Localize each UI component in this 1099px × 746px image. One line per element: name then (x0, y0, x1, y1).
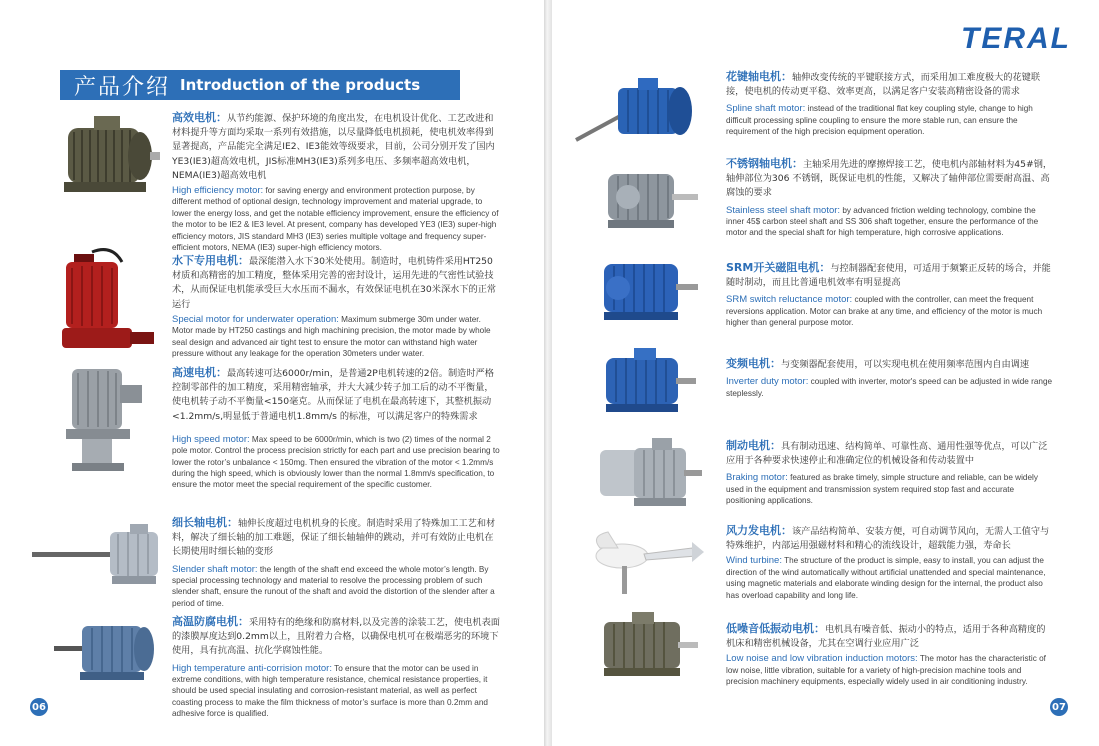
page-number-left: 06 (30, 698, 48, 716)
banner-title-zh: 产品介绍 (74, 74, 171, 100)
entry-title-zh: 不锈钢轴电机： (726, 157, 803, 170)
entry-title-zh: 高速电机： (172, 366, 227, 379)
entry-body-en: Max speed to be 6000r/min, which is two (2) times of the normal 2 pole motor. Control the process precision strictly for each part and use precision bearing to lower the rotor’s unbalance < 150mg. Then ensured the vibration of the motor < 1.2mm/s during the high speed, which is obviously lower than the normal 1.8mm/s specification, to ensure the motor meet the special requirement of the specific customer. (172, 434, 500, 490)
entry-body-en: The motor has the characteristic of low noise, little vibration, suitable for a variety of high-precision machine tools and precision machinery equipments, especially widely used in air conditioning industry. (726, 654, 1046, 687)
entry-braking (726, 439, 1054, 507)
entry-title-en: Spline shaft motor: (726, 103, 806, 115)
entry-title-en: SRM switch reluctance motor: (726, 294, 853, 306)
entry-body-en: To ensure that the motor can be used in extreme conditions, with high temperature resistance, chemical resistance properties, it should be used special insulating and corrosion-resistant material, as well as perfect coasting process to make the film thickness of motor’s surface is more than 0.2mm and adhesive force is qualified. (172, 663, 488, 719)
wind-turbine-image (592, 526, 708, 596)
entry-body-en: The structure of the product is simple, easy to install, you can adjust the direction of the wind automatically without artificial unattended and special maintenance, using magnetic materials and elaborate winding design for the internal, the product also has overload capability and long life. (726, 556, 1046, 600)
entry-title-zh: 水下专用电机： (172, 254, 249, 267)
stainless-shaft-motor-image (598, 158, 706, 238)
underwater-motor-image (52, 248, 160, 358)
anti-corrosion-motor-image (52, 616, 162, 686)
entry-title-en: High efficiency motor: (172, 185, 264, 197)
entry-title-en: Stainless steel shaft motor: (726, 204, 841, 216)
entry-title-en: High temperature anti-corrision motor: (172, 662, 332, 674)
teral-logo: TERAL (961, 22, 1071, 55)
entry-title-zh: 高效电机： (172, 111, 227, 124)
entry-body-en: coupled with inverter, motor's speed can be adjusted in wide range steplessly. (726, 377, 1053, 398)
high-efficiency-motor-image (50, 108, 162, 203)
entry-title-en: Special motor for underwater operation: (172, 313, 339, 325)
entry-body-zh: 采用特有的绝缘和防腐材料,以及完善的涂装工艺，使电机表面的漆膜厚度达到0.2mm以上，且附着力合格，以确保电机可在极端恶劣的环境下使用，具有抗高温、抗化学腐蚀性能。 (172, 617, 500, 657)
entry-body-zh: 最深能潜入水下30米处使用。制造时，电机铸件采用HT250材质和高精密的加工精度，整体采用完善的密封设计，运用先进的气密性试验技术，从而保证电机能承受巨大水压而不漏水，有效保证电机在30米深水下的正常运行 (172, 256, 497, 310)
entry-title-zh: 制动电机： (726, 439, 781, 452)
right-page (552, 0, 1099, 746)
entry-body-zh: 具有制动迅速、结构简单、可靠性高、通用性强等优点，可以广泛应用于各种要求快速停止和准确定位的机械设备和传动装置中 (726, 441, 1048, 467)
entry-body-en: instead of the traditional flat key coupling style, change to high difficult processing spline coupling to ensure the more stable run, can ensure the requirement of the high precision equipment operation. (726, 104, 1033, 137)
entry-body-en: Maximum submerge 30m under water. Motor made by HT250 castings and high machining precision, the motor made by whole seal design and advanced air tight test to ensure the motor can withstand high water pressure without any leakage for the operation 30meters under water. (172, 314, 491, 359)
entry-body-zh: 该产品结构简单、安装方便，可自动调节风向，无需人工值守与特殊维护，内部运用强磁材料和精心的流线设计，超载能力强，寿命长 (726, 526, 1050, 552)
entry-body-en: coupled with the controller, can meet the frequent reversions application. Motor can brake at any time, and efficiency of the motor is much higher than general purpose motor. (726, 295, 1043, 328)
entry-high-speed (172, 366, 502, 491)
banner-title-en: Introduction of the products (180, 76, 421, 94)
entry-srm (726, 261, 1054, 329)
low-noise-motor-image (596, 608, 708, 684)
entry-body-zh: 轴伸长度超过电机机身的长度。制造时采用了特殊加工工艺和材料，解决了细长轴的加工难题，保证了细长轴轴伸的跳动，并可有效防止电机在长期使用时细长轴的变形 (172, 518, 496, 558)
inverter-motor-image (596, 344, 706, 420)
entry-title-zh: 变频电机： (726, 357, 781, 370)
entry-title-en: Inverter duty motor: (726, 376, 809, 388)
entry-body-zh: 从节约能源、保护环境的角度出发，在电机设计优化、工艺改进和材料提升等方面均采取一系列有效措施，以尽量降低电机损耗，使电机效率得到显著提高，产品能完全满足IE2、IE3能效等级要求，目前，公司分别开发了国内YE3(IE3)超高效电机，JIS标准MH3(IE3)系列多电压、多频率超高效电机，NEMA(IE3)超高效电机 (172, 113, 495, 181)
entry-body-zh: 电机具有噪音低、振动小的特点，适用于各种高精度的机床和精密机械设备，尤其在空调行业应用广泛 (726, 624, 1046, 650)
left-page (0, 0, 544, 746)
entry-anti-corrosion (172, 615, 502, 720)
entry-title-zh: 花键轴电机： (726, 70, 792, 83)
braking-motor-image (594, 434, 706, 514)
srm-motor-image (596, 252, 706, 328)
entry-wind-turbine (726, 524, 1054, 601)
slender-shaft-motor-image (30, 520, 164, 590)
section-banner (60, 70, 460, 100)
entry-underwater (172, 254, 502, 359)
entry-title-en: Slender shaft motor: (172, 563, 258, 575)
entry-title-zh: 细长轴电机： (172, 516, 238, 529)
entry-body-en: by advanced friction welding technology, combine the inner 45$ carbon steel shaft and SS 306 shaft together, ensure the performance of the motor and the special shaft for high temperature, high corrosive applications. (726, 205, 1039, 238)
entry-title-en: High speed motor: (172, 433, 250, 445)
entry-title-en: Braking motor: (726, 472, 788, 484)
high-speed-motor-image (54, 365, 160, 475)
entry-title-en: Wind turbine: (726, 555, 782, 567)
entry-title-zh: 低噪音低振动电机： (726, 622, 825, 635)
entry-body-zh: 最高转速可达6000r/min，是普通2P电机转速的2倍。制造时严格控制零部件的加工精度，采用精密轴承，并大大减少转子加工后的动不平衡量，使电机转子动不平衡量<150毫克。从而保证了电机在最高转速下，其整机振动<1.2mm/s,明显低于普通电机1.8mm/s 的标准，可以满足客户的特殊需求 (172, 368, 494, 422)
entry-slender-shaft (172, 516, 502, 609)
entry-body-en: for saving energy and environment protection purpose, by different method of optional design, technology improvement and material upgrade, to lower the energy loss, and get the notable efficiency improvement, ensure the efficiency of the motor to be IE2 & IE3 level. At present, company has developed YE3 (IE3) super-high efficiency motors, JIS standard MH3 (IE3) series multiple voltage and frequency super-efficient motors, NEMA (IE3) super-high efficiency motors. (172, 186, 499, 253)
entry-title-zh: 高温防腐电机： (172, 615, 249, 628)
entry-title-zh: 风力发电机： (726, 524, 792, 537)
entry-low-noise (726, 622, 1054, 688)
entry-high-efficiency (172, 111, 502, 253)
entry-spline-shaft (726, 70, 1054, 138)
entry-body-zh: 主轴采用先进的摩擦焊接工艺，使电机内部轴材料为45#钢，轴伸部位为306 不锈钢，既保证电机的性能，又解决了轴伸部位需要耐高温、高腐蚀的要求 (726, 159, 1053, 199)
entry-body-zh: 与控制器配套使用，可适用于频繁正反转的场合，并能随时制动，而且比普通电机效率有明显提高 (726, 263, 1051, 289)
entry-body-en: featured as brake timely, simple structure and reliable, can be widely used in the equipment and transmission system required stop fast and accurate positioning applications. (726, 473, 1038, 506)
entry-title-zh: SRM开关磁阻电机： (726, 261, 831, 274)
entry-body-zh: 轴伸改变传统的平键联接方式，而采用加工难度极大的花键联接，使电机的传动更平稳、效率更高，以满足客户安装高精密设备的需求 (726, 72, 1041, 98)
entry-inverter (726, 357, 1054, 399)
entry-title-en: Low noise and low vibration induction motors: (726, 653, 918, 665)
spline-shaft-motor-image (574, 70, 714, 150)
entry-body-zh: 与变频器配套使用，可以实现电机在使用频率范围内自由调速 (781, 359, 1030, 370)
entry-stainless-shaft (726, 157, 1054, 239)
entry-body-en: the length of the shaft end exceed the whole motor’s length. By special processing technology and material to resolve the processing problem of such slender shaft, ensure the runout of the shaft and avoid the distortion of the slender after a period of time. (172, 564, 495, 608)
page-number-right: 07 (1050, 698, 1068, 716)
page-fold (544, 0, 552, 746)
